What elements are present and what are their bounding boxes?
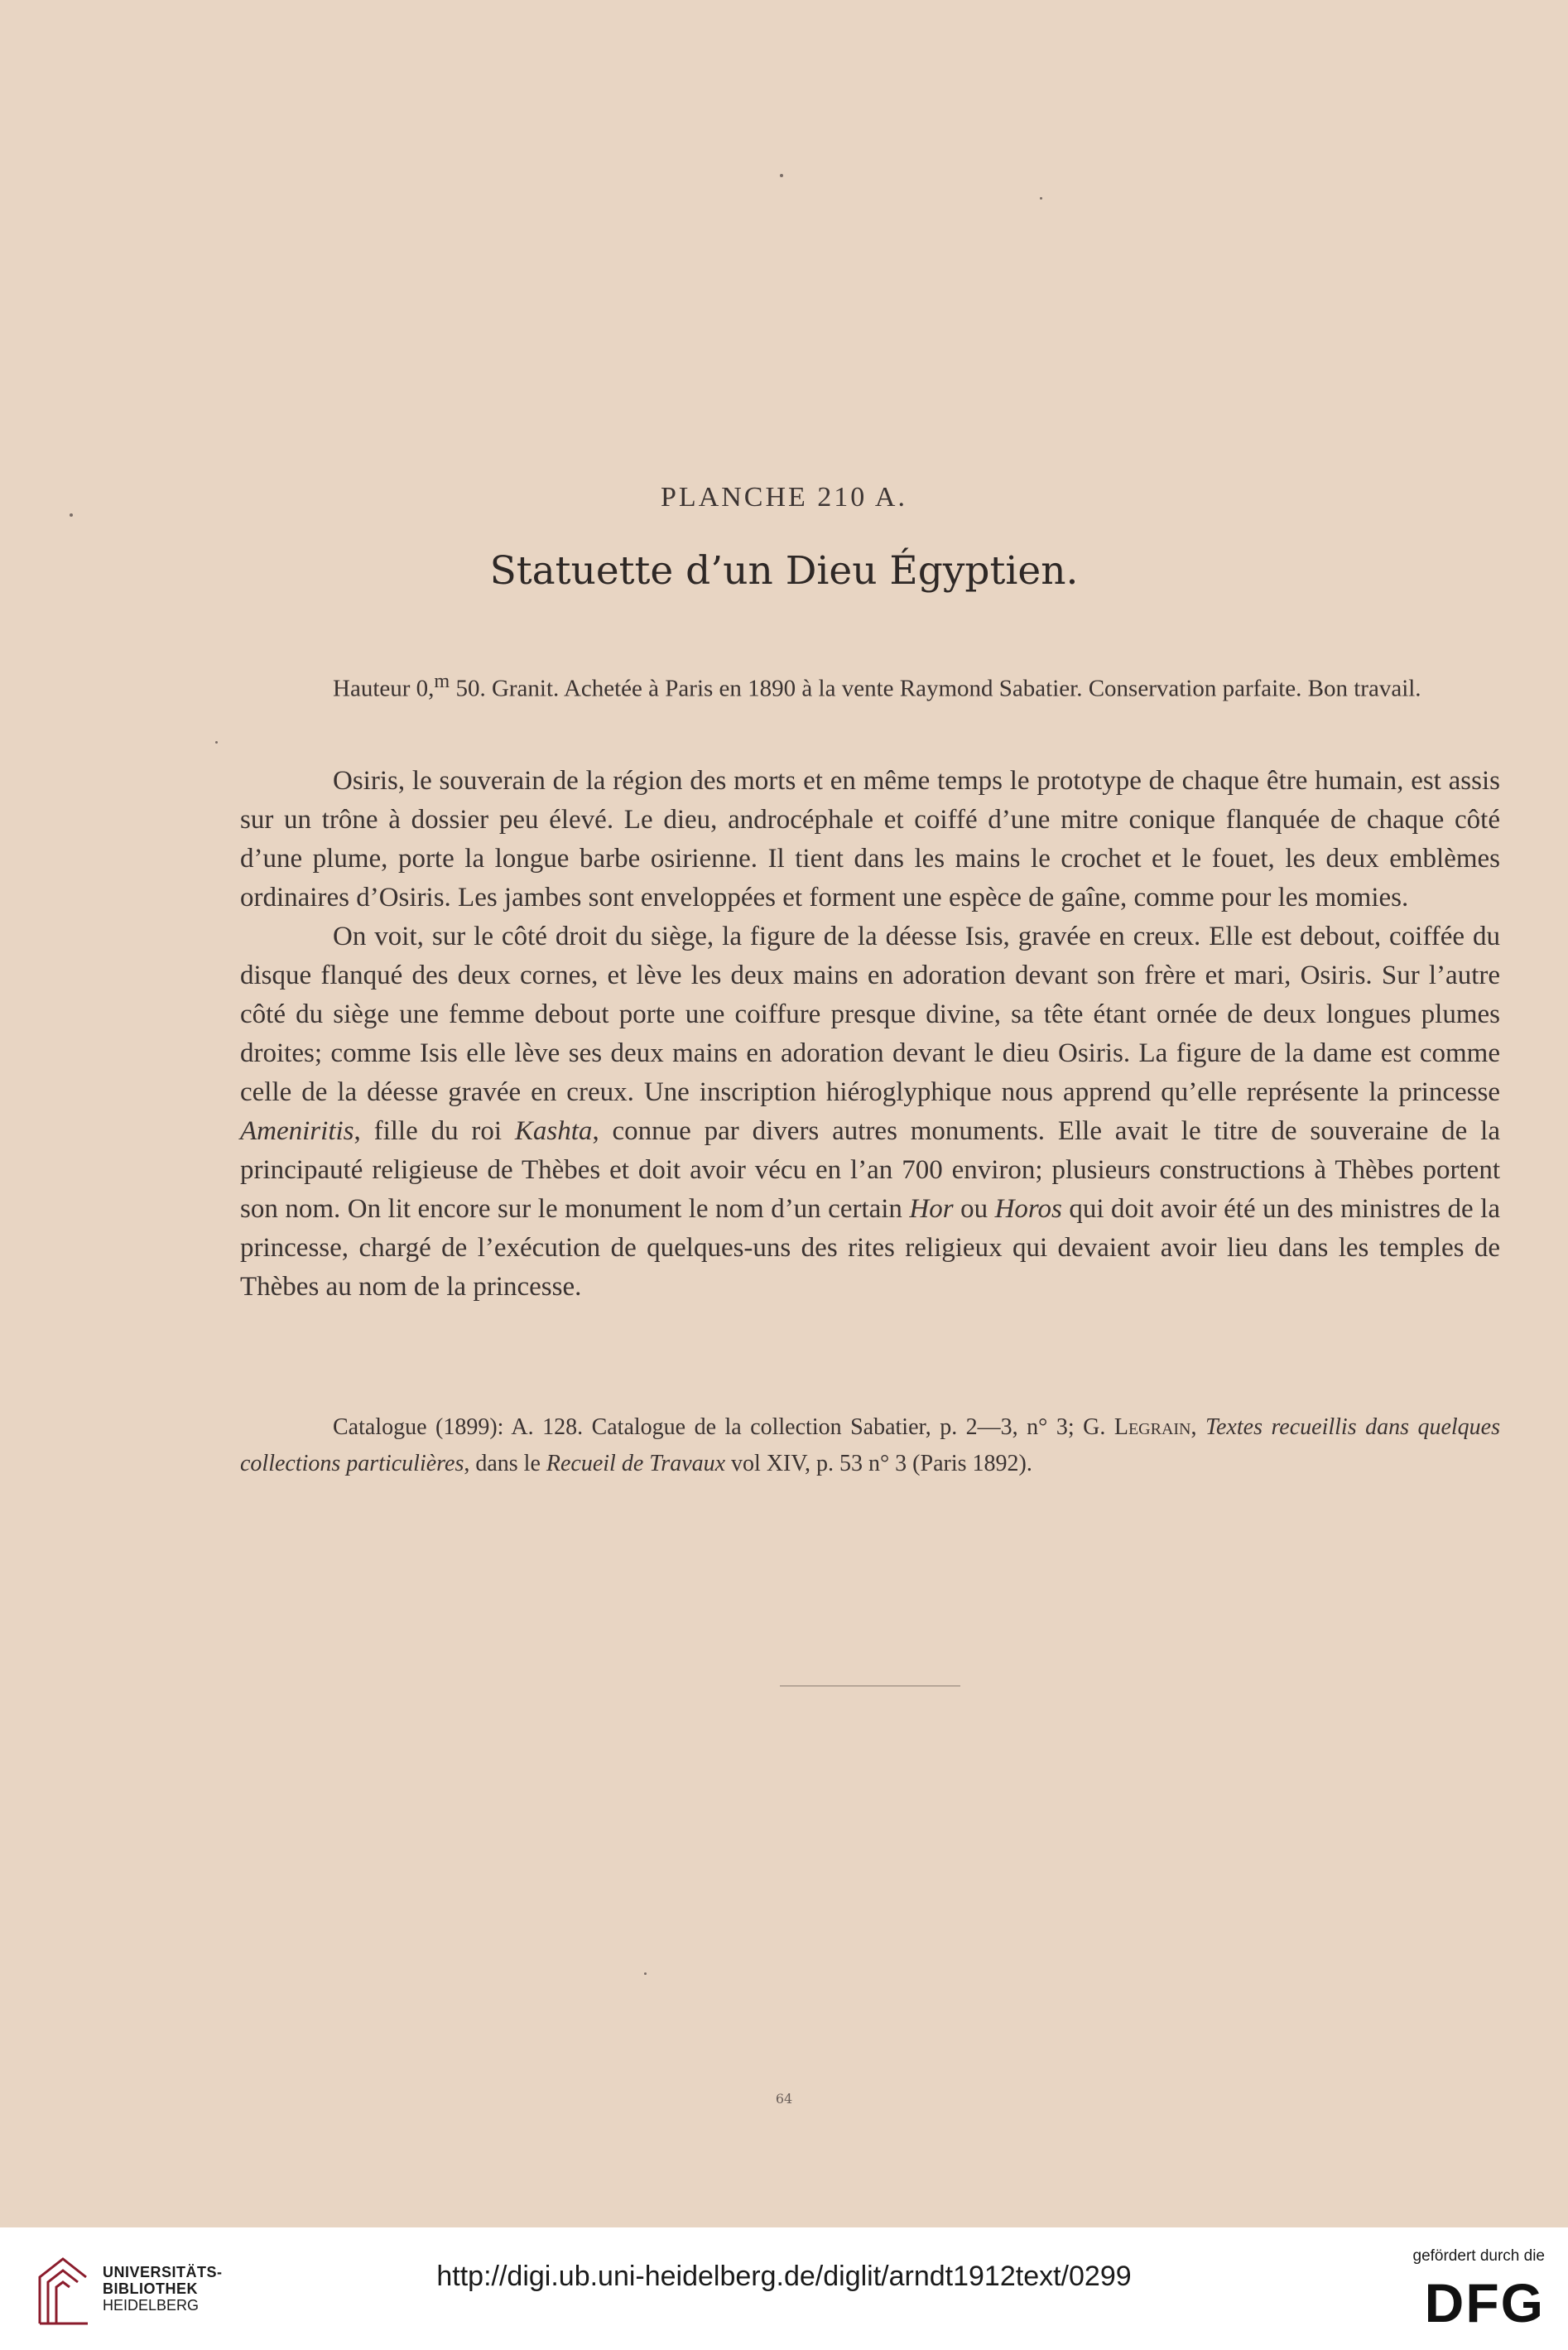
catalogue-references: Catalogue (1899): A. 128. Catalogue de la collection Sabatier, p. 2—3, n° 3; G. Legrain, Textes recueillis dans quelques collections particulières, dans le Recueil de Travaux vol XIV, p. 53 n° 3 (Paris 1892). — [240, 1414, 1501, 1476]
paragraph-osiris: Osiris, le souverain de la région des morts et en même temps le prototype de chaque être humain, est assis sur un trône à dossier peu élevé. Le dieu, androcéphale et coiffé d’une mitre conique flanquée de chaque côté d’une plume, porte la longue barbe osirienne. Il tient dans les mains le crochet et le fouet, les deux emblèmes ordinaires d’Osiris. Les jambes sont enveloppées et forment une espèce de gaîne, comme pour les momies. — [240, 766, 1500, 913]
name-hor: Hor — [909, 1194, 954, 1224]
scan-speck — [70, 513, 73, 517]
funding-label: gefördert durch die — [1412, 2247, 1545, 2265]
unit-superscript: m — [434, 670, 450, 692]
author-name: Legrain — [1113, 1414, 1191, 1440]
scan-speck — [215, 741, 218, 744]
page-number: 64 — [775, 2091, 793, 2107]
divider-rule — [780, 1685, 960, 1687]
name-ameniritis: Ameniritis — [240, 1116, 354, 1146]
name-horos: Horos — [994, 1194, 1062, 1224]
source-url[interactable]: http://digi.ub.uni-heidelberg.de/diglit/arndt1912text/0299 — [436, 2261, 1132, 2292]
dfg-logo-icon: DFG — [1424, 2272, 1545, 2333]
scan-speck — [1040, 197, 1042, 200]
description-body — [240, 762, 1500, 1307]
name-kashta: Kashta — [514, 1116, 593, 1146]
paragraph-isis: On voit, sur le côté droit du siège, la figure de la déesse Isis, gravée en creux. Elle est debout, coiffée du disque flanqué des deux cornes, et lève les deux mains en adoration devant son frère et mari, Osiris. Sur l’autre côté du siège une femme debout porte une coiffure presque divine, sa tête étant ornée de deux longues plumes droites; comme Isis elle lève ses deux mains en adoration devant le dieu Osiris. La figure de la dame est comme celle de la déesse gravée en creux. Une inscription hiéroglyphique nous apprend qu’elle représente la princesse Ameniritis, fille du roi Kashta, connue par divers autres monuments. Elle avait le titre de souveraine de la principauté religieuse de Thèbes et doit avoir vécu en l’an 700 environ; plusieurs constructions à Thèbes portent son nom. On lit encore sur le monument le nom d’un certain Hor ou Horos qui doit avoir été un des ministres de la princesse, chargé de l’exécution de quelques-uns des rites religieux qui devaient avoir lieu dans les temples de Thèbes au nom de la princesse. — [240, 922, 1500, 1302]
dimensions-paragraph: Hauteur 0,$^m$ 50. Granit. Achetée à Paris en 1890 à la vente Raymond Sabatier. Conservation parfaite. Bon travail. — [333, 670, 1421, 702]
library-name: UNIVERSITÄTS- BIBLIOTHEK HEIDELBERG — [103, 2264, 223, 2314]
digitization-footer — [0, 2227, 1568, 2350]
scan-speck — [780, 174, 783, 177]
plate-heading: PLANCHE 210 A. — [661, 482, 907, 513]
scan-speck — [644, 1972, 647, 1975]
page-title: Statuette d’un Dieu Égyptien. — [489, 548, 1079, 594]
